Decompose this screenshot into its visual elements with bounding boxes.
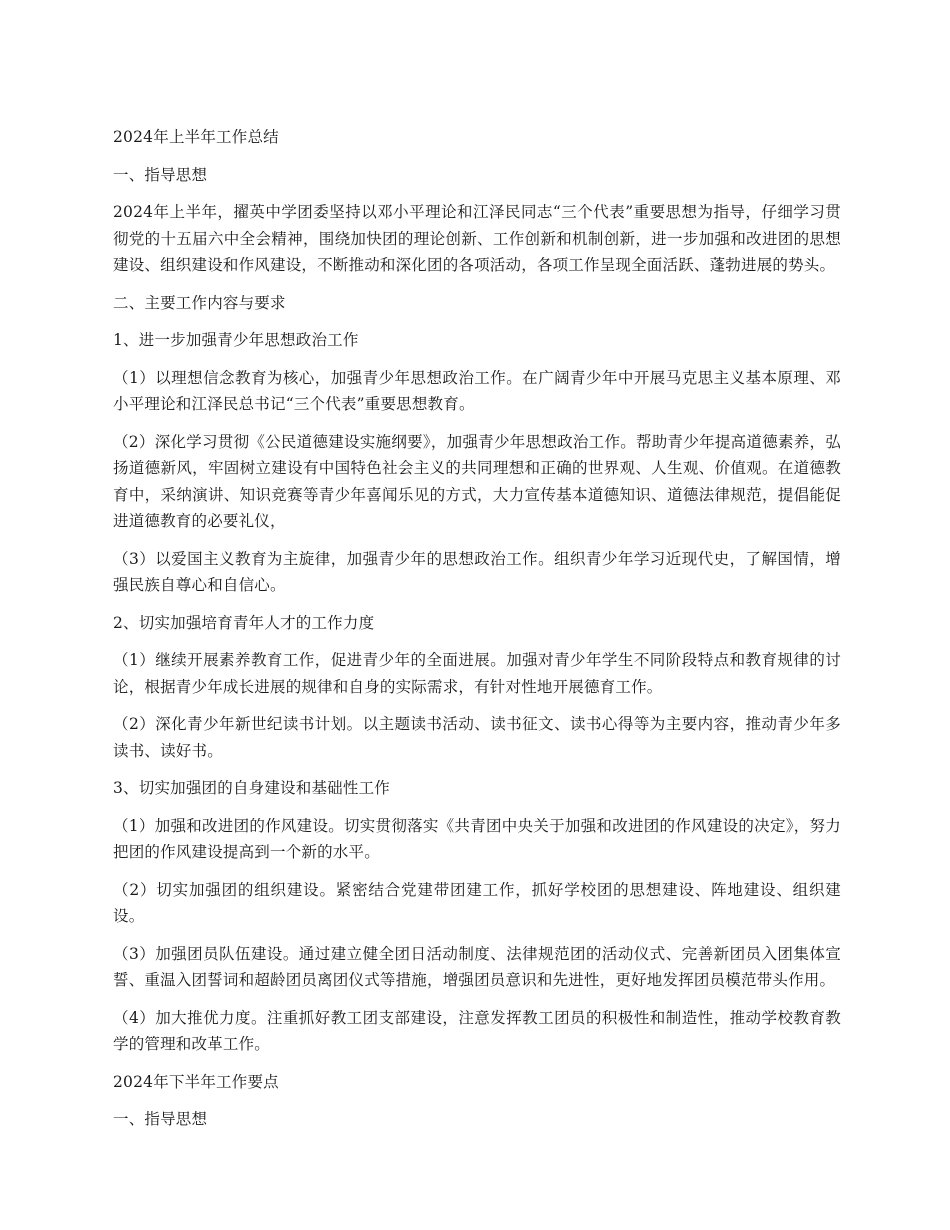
document-title: 2024年上半年工作总结 (113, 128, 279, 146)
body-paragraph: （1）继续开展素养教育工作，促进青少年的全面进展。加强对青少年学生不同阶段特点和教育规律的讨论，根据青少年成长进展的规律和自身的实际需求，有针对性地开展德育工作。 (113, 651, 841, 696)
document-page (113, 124, 841, 1144)
body-paragraph: （2）切实加强团的组织建设。紧密结合党建带团建工作，抓好学校团的思想建设、阵地建设、组织建设。 (113, 880, 841, 925)
body-paragraph: 2024年上半年，擢英中学团委坚持以邓小平理论和江泽民同志“三个代表”重要思想为指导，仔细学习贯彻党的十五届六中全会精神，围绕加快团的理论创新、工作创新和机制创新，进一步加强和改进团的思想建设、组织建设和作风建设，不断推动和深化团的各项活动，各项工作呈现全面活跃、蓬勃进展的势头。 (113, 203, 841, 274)
subsection-heading: 2、切实加强培育青年人才的工作力度 (113, 613, 375, 632)
subsection-heading: 3、切实加强团的自身建设和基础性工作 (113, 779, 390, 797)
body-paragraph: （2）深化学习贯彻《公民道德建设实施纲要》，加强青少年思想政治工作。帮助青少年提高道德素养，弘扬道德新风，牢固树立建设有中国特色社会主义的共同理想和正确的世界观、人生观、价值观。在道德教育中，采纳演讲、知识竞赛等青少年喜闻乐见的方式，大力宣传基本道德知识、道德法律规范，提倡能促进道德教育的必要礼仪， (113, 432, 841, 530)
body-paragraph: （3）以爱国主义教育为主旋律，加强青少年的思想政治工作。组织青少年学习近现代史，了解国情，增强民族自尊心和自信心。 (113, 549, 841, 594)
body-paragraph: （1）加强和改进团的作风建设。切实贯彻落实《共青团中央关于加强和改进团的作风建设的决定》，努力把团的作风建设提高到一个新的水平。 (113, 816, 841, 861)
body-paragraph: （2）深化青少年新世纪读书计划。以主题读书活动、读书征文、读书心得等为主要内容，推动青少年多读书、读好书。 (113, 715, 841, 760)
body-paragraph: （4）加大推优力度。注重抓好教工团支部建设，注意发挥教工团员的积极性和制造性，推动学校教育教学的管理和改革工作。 (113, 1008, 841, 1053)
document-subtitle: 2024年下半年工作要点 (113, 1072, 279, 1091)
section-heading: 一、指导思想 (113, 165, 208, 184)
body-paragraph: （3）加强团员队伍建设。通过建立健全团日活动制度、法律规范团的活动仪式、完善新团员入团集体宣誓、重温入团誓词和超龄团员离团仪式等措施，增强团员意识和先进性，更好地发挥团员模范带头作用。 (113, 944, 841, 989)
subsection-heading: 1、进一步加强青少年思想政治工作 (113, 331, 359, 349)
body-paragraph: （1）以理想信念教育为核心，加强青少年思想政治工作。在广阔青少年中开展马克思主义基本原理、邓小平理论和江泽民总书记“三个代表”重要思想教育。 (113, 368, 841, 413)
section-heading: 二、主要工作内容与要求 (113, 293, 286, 312)
section-heading: 一、指导思想 (113, 1110, 208, 1128)
